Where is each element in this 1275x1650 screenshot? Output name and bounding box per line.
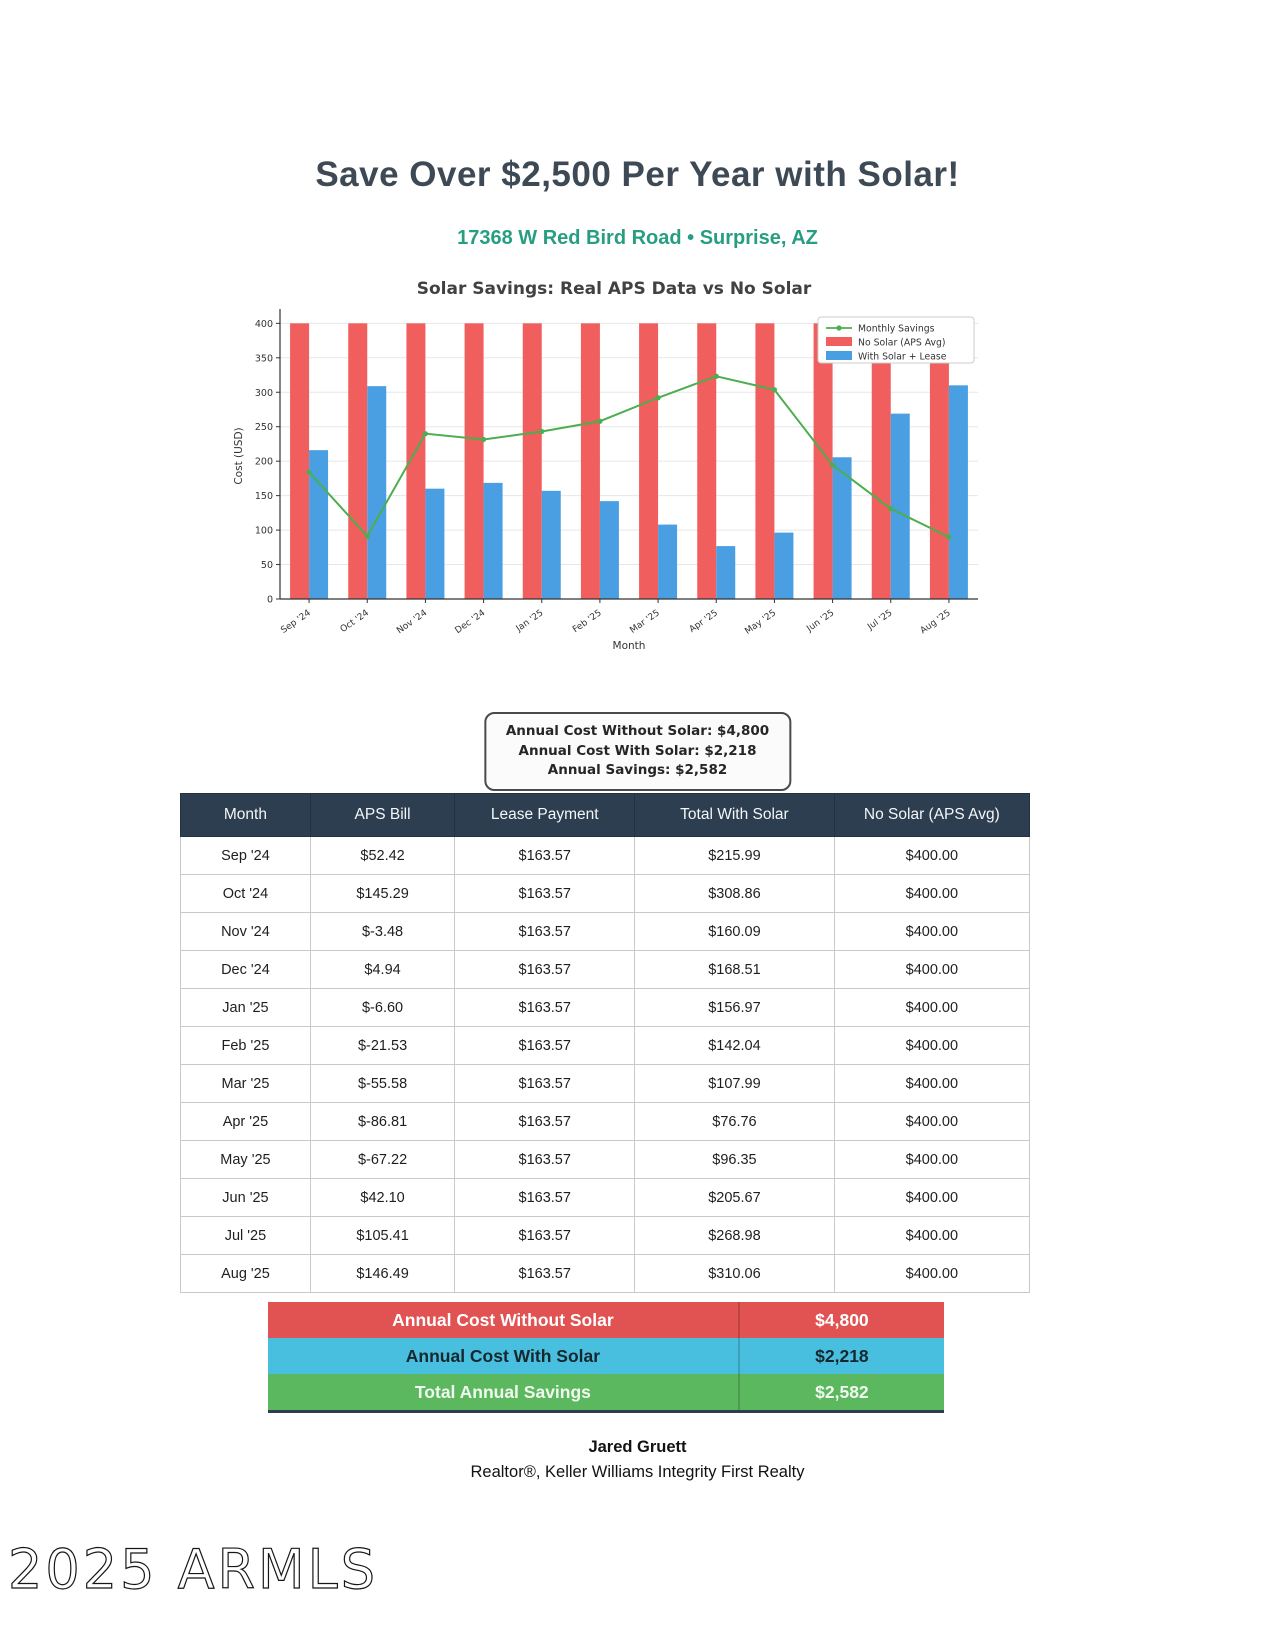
- column-header: No Solar (APS Avg): [834, 794, 1029, 837]
- svg-text:300: 300: [254, 387, 273, 399]
- table-cell: $163.57: [455, 951, 635, 989]
- chart-title: Solar Savings: Real APS Data vs No Solar: [416, 279, 812, 299]
- svg-text:Monthly Savings: Monthly Savings: [858, 323, 935, 335]
- column-header: Total With Solar: [635, 794, 835, 837]
- armls-watermark: 2025 ARMLS: [8, 1538, 379, 1601]
- summary-line-savings: Annual Savings: $2,582: [547, 762, 728, 779]
- svg-text:100: 100: [254, 525, 273, 537]
- table-cell: $163.57: [455, 913, 635, 951]
- svg-text:Apr '25: Apr '25: [687, 608, 720, 636]
- table-row: [181, 913, 1030, 951]
- svg-text:350: 350: [254, 353, 273, 365]
- table-cell: $400.00: [834, 1027, 1029, 1065]
- table-cell: $400.00: [834, 1179, 1029, 1217]
- table-cell: $400.00: [834, 1065, 1029, 1103]
- table-cell: $268.98: [635, 1217, 835, 1255]
- table-cell: Aug '25: [181, 1255, 311, 1293]
- summary-bar-label: Annual Cost With Solar: [405, 1345, 601, 1366]
- savings-chart: [228, 279, 1000, 671]
- svg-text:No Solar (APS Avg): No Solar (APS Avg): [858, 337, 946, 349]
- summary-line-with-solar: Annual Cost With Solar: $2,218: [518, 742, 757, 759]
- table-cell: $163.57: [455, 1255, 635, 1293]
- page-title: Save Over $2,500 Per Year with Solar!: [315, 155, 960, 194]
- column-header: APS Bill: [310, 794, 454, 837]
- table-cell: $400.00: [834, 913, 1029, 951]
- agent-footer: [0, 1438, 1275, 1482]
- table-cell: $142.04: [635, 1027, 835, 1065]
- summary-bar-value: $2,218: [738, 1338, 944, 1374]
- table-cell: $163.57: [455, 837, 635, 875]
- property-address: 17368 W Red Bird Road • Surprise, AZ: [457, 227, 818, 249]
- svg-text:150: 150: [254, 491, 273, 503]
- table-row: [181, 1255, 1030, 1293]
- table-cell: Mar '25: [181, 1065, 311, 1103]
- table-cell: $-55.58: [310, 1065, 454, 1103]
- table-cell: Dec '24: [181, 951, 311, 989]
- table-cell: $107.99: [635, 1065, 835, 1103]
- table-cell: $76.76: [635, 1103, 835, 1141]
- table-header-row: [181, 794, 1030, 837]
- table-cell: Jul '25: [181, 1217, 311, 1255]
- annual-summary-box: [484, 712, 791, 791]
- svg-text:Jul '25: Jul '25: [866, 608, 895, 633]
- table-cell: $215.99: [635, 837, 835, 875]
- table-cell: $156.97: [635, 989, 835, 1027]
- svg-text:0: 0: [266, 594, 273, 606]
- table-cell: $-67.22: [310, 1141, 454, 1179]
- agent-title: Realtor®, Keller Williams Integrity First Realty: [470, 1463, 805, 1481]
- svg-text:Dec '24: Dec '24: [453, 608, 488, 637]
- table-cell: $310.06: [635, 1255, 835, 1293]
- svg-text:Aug '25: Aug '25: [918, 608, 953, 637]
- table-cell: $-21.53: [310, 1027, 454, 1065]
- svg-text:Jan '25: Jan '25: [514, 608, 546, 635]
- table-cell: $163.57: [455, 1103, 635, 1141]
- table-cell: $400.00: [834, 1217, 1029, 1255]
- column-header: Month: [181, 794, 311, 837]
- table-cell: $400.00: [834, 1141, 1029, 1179]
- table-cell: Jan '25: [181, 989, 311, 1027]
- summary-bar-label: Annual Cost Without Solar: [392, 1309, 614, 1330]
- y-axis-label: Cost (USD): [233, 427, 245, 485]
- summary-bar-label: Total Annual Savings: [414, 1381, 591, 1402]
- table-cell: Jun '25: [181, 1179, 311, 1217]
- summary-bar-value: $2,582: [738, 1374, 944, 1410]
- table-cell: Sep '24: [181, 837, 311, 875]
- svg-text:Sep '24: Sep '24: [279, 608, 313, 636]
- svg-text:Jun '25: Jun '25: [805, 608, 837, 635]
- svg-text:50: 50: [260, 560, 273, 572]
- table-cell: $400.00: [834, 837, 1029, 875]
- table-cell: $-6.60: [310, 989, 454, 1027]
- column-header: Lease Payment: [455, 794, 635, 837]
- svg-text:250: 250: [254, 422, 273, 434]
- table-cell: $4.94: [310, 951, 454, 989]
- table-cell: $96.35: [635, 1141, 835, 1179]
- svg-text:Nov '24: Nov '24: [395, 608, 430, 637]
- monthly-data-table: [180, 793, 1030, 1293]
- table-cell: $205.67: [635, 1179, 835, 1217]
- table-cell: $163.57: [455, 1141, 635, 1179]
- table-row: [181, 837, 1030, 875]
- summary-bar: [268, 1302, 944, 1338]
- table-cell: $105.41: [310, 1217, 454, 1255]
- summary-bar: [268, 1374, 944, 1410]
- table-cell: $163.57: [455, 875, 635, 913]
- table-cell: Oct '24: [181, 875, 311, 913]
- svg-text:Oct '24: Oct '24: [338, 608, 371, 636]
- table-cell: $400.00: [834, 989, 1029, 1027]
- table-row: [181, 1141, 1030, 1179]
- table-row: [181, 875, 1030, 913]
- chart-svg: [228, 299, 1000, 671]
- savings-line: [309, 376, 949, 537]
- table-cell: $42.10: [310, 1179, 454, 1217]
- table-row: [181, 1027, 1030, 1065]
- table-cell: May '25: [181, 1141, 311, 1179]
- table-cell: $400.00: [834, 1103, 1029, 1141]
- table-row: [181, 951, 1030, 989]
- summary-bar: [268, 1338, 944, 1374]
- svg-text:Feb '25: Feb '25: [571, 608, 604, 636]
- table-cell: $400.00: [834, 1255, 1029, 1293]
- table-cell: $-3.48: [310, 913, 454, 951]
- table-cell: $163.57: [455, 989, 635, 1027]
- table-row: [181, 1065, 1030, 1103]
- svg-text:With Solar + Lease: With Solar + Lease: [858, 351, 947, 363]
- chart-plot-area: [228, 299, 1000, 671]
- table-cell: $400.00: [834, 951, 1029, 989]
- table-cell: $145.29: [310, 875, 454, 913]
- table-cell: $160.09: [635, 913, 835, 951]
- agent-name: Jared Gruett: [588, 1438, 687, 1456]
- table-cell: $-86.81: [310, 1103, 454, 1141]
- x-axis-label: Month: [612, 640, 646, 652]
- table-row: [181, 1217, 1030, 1255]
- table-row: [181, 989, 1030, 1027]
- summary-bar-value: $4,800: [738, 1302, 944, 1338]
- table-cell: $163.57: [455, 1179, 635, 1217]
- table-row: [181, 1103, 1030, 1141]
- svg-text:400: 400: [254, 318, 273, 330]
- table-cell: $146.49: [310, 1255, 454, 1293]
- table-cell: Nov '24: [181, 913, 311, 951]
- table-row: [181, 1179, 1030, 1217]
- svg-text:200: 200: [254, 456, 273, 468]
- table-cell: $168.51: [635, 951, 835, 989]
- table-cell: $163.57: [455, 1065, 635, 1103]
- table-cell: $163.57: [455, 1027, 635, 1065]
- table-cell: Feb '25: [181, 1027, 311, 1065]
- table-cell: $400.00: [834, 875, 1029, 913]
- table-cell: $308.86: [635, 875, 835, 913]
- svg-text:May '25: May '25: [743, 608, 779, 637]
- svg-text:Mar '25: Mar '25: [628, 608, 662, 636]
- summary-line-without-solar: Annual Cost Without Solar: $4,800: [505, 723, 770, 739]
- table-cell: $163.57: [455, 1217, 635, 1255]
- annual-summary-bars: [268, 1302, 944, 1413]
- chart-legend: [818, 317, 974, 363]
- table-cell: $52.42: [310, 837, 454, 875]
- table-cell: Apr '25: [181, 1103, 311, 1141]
